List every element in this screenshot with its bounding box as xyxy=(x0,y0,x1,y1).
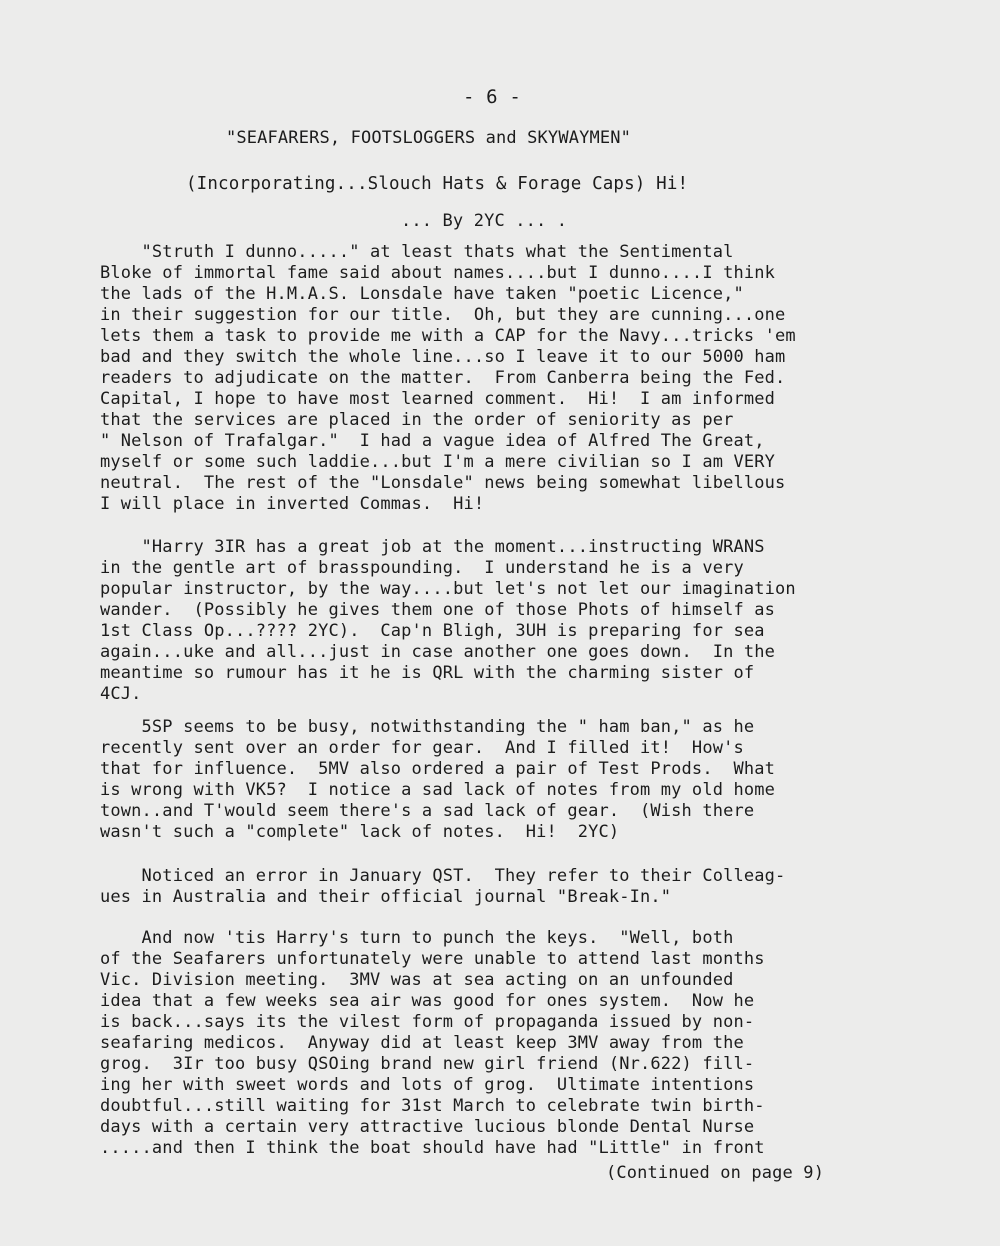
body-line: I will place in inverted Commas. Hi! xyxy=(100,494,485,514)
page-number: - 6 - xyxy=(463,86,521,108)
byline: ... By 2YC ... . xyxy=(401,211,568,231)
body-line: And now 'tis Harry's turn to punch the keys. "Well, both xyxy=(100,928,734,948)
body-line: Noticed an error in January QST. They refer to their Colleag- xyxy=(100,866,786,886)
body-line: readers to adjudicate on the matter. From Canberra being the Fed. xyxy=(100,368,786,388)
body-line: lets them a task to provide me with a CAP for the Navy...tricks 'em xyxy=(100,326,796,346)
body-line: grog. 3Ir too busy QSOing brand new girl friend (Nr.622) fill- xyxy=(100,1054,755,1074)
body-line: doubtful...still waiting for 31st March to celebrate twin birth- xyxy=(100,1096,765,1116)
body-line: Bloke of immortal fame said about names....but I dunno....I think xyxy=(100,263,776,283)
body-line: of the Seafarers unfortunately were unable to attend last months xyxy=(100,949,765,969)
continued-note: (Continued on page 9) xyxy=(606,1163,825,1183)
body-line: is wrong with VK5? I notice a sad lack of notes from my old home xyxy=(100,780,776,800)
body-line: ues in Australia and their official journal "Break-In." xyxy=(100,887,672,907)
article-title: "SEAFARERS, FOOTSLOGGERS and SKYWAYMEN" xyxy=(226,128,632,148)
body-line: 4CJ. xyxy=(100,684,142,704)
body-line: days with a certain very attractive lucious blonde Dental Nurse xyxy=(100,1117,755,1137)
body-line: in their suggestion for our title. Oh, but they are cunning...one xyxy=(100,305,786,325)
body-line: bad and they switch the whole line...so I leave it to our 5000 ham xyxy=(100,347,786,367)
body-line: Vic. Division meeting. 3MV was at sea acting on an unfounded xyxy=(100,970,734,990)
body-line: that the services are placed in the order of seniority as per xyxy=(100,410,734,430)
article-subtitle: (Incorporating...Slouch Hats & Forage Caps) Hi! xyxy=(186,174,689,194)
body-line: neutral. The rest of the "Lonsdale" news being somewhat libellous xyxy=(100,473,786,493)
body-line: 5SP seems to be busy, notwithstanding the " ham ban," as he xyxy=(100,717,755,737)
body-line: ing her with sweet words and lots of grog. Ultimate intentions xyxy=(100,1075,755,1095)
body-line: "Harry 3IR has a great job at the moment...instructing WRANS xyxy=(100,537,765,557)
body-line: is back...says its the vilest form of propaganda issued by non- xyxy=(100,1012,755,1032)
body-line: the lads of the H.M.A.S. Lonsdale have taken "poetic Licence," xyxy=(100,284,744,304)
body-line: again...uke and all...just in case another one goes down. In the xyxy=(100,642,776,662)
body-line: that for influence. 5MV also ordered a pair of Test Prods. What xyxy=(100,759,776,779)
body-line: recently sent over an order for gear. And I filled it! How's xyxy=(100,738,744,758)
body-line: wasn't such a "complete" lack of notes. Hi! 2YC) xyxy=(100,822,620,842)
body-line: meantime so rumour has it he is QRL with the charming sister of xyxy=(100,663,755,683)
body-line: popular instructor, by the way....but let's not let our imagination xyxy=(100,579,796,599)
body-line: town..and T'would seem there's a sad lack of gear. (Wish there xyxy=(100,801,755,821)
body-line: .....and then I think the boat should have had "Little" in front xyxy=(100,1138,765,1158)
body-line: idea that a few weeks sea air was good for ones system. Now he xyxy=(100,991,755,1011)
body-line: Capital, I hope to have most learned comment. Hi! I am informed xyxy=(100,389,776,409)
body-line: seafaring medicos. Anyway did at least keep 3MV away from the xyxy=(100,1033,744,1053)
body-line: " Nelson of Trafalgar." I had a vague idea of Alfred The Great, xyxy=(100,431,765,451)
body-line: in the gentle art of brasspounding. I understand he is a very xyxy=(100,558,744,578)
body-line: "Struth I dunno....." at least thats what the Sentimental xyxy=(100,242,734,262)
body-line: 1st Class Op...???? 2YC). Cap'n Bligh, 3UH is preparing for sea xyxy=(100,621,765,641)
body-line: myself or some such laddie...but I'm a mere civilian so I am VERY xyxy=(100,452,776,472)
body-line: wander. (Possibly he gives them one of those Phots of himself as xyxy=(100,600,776,620)
